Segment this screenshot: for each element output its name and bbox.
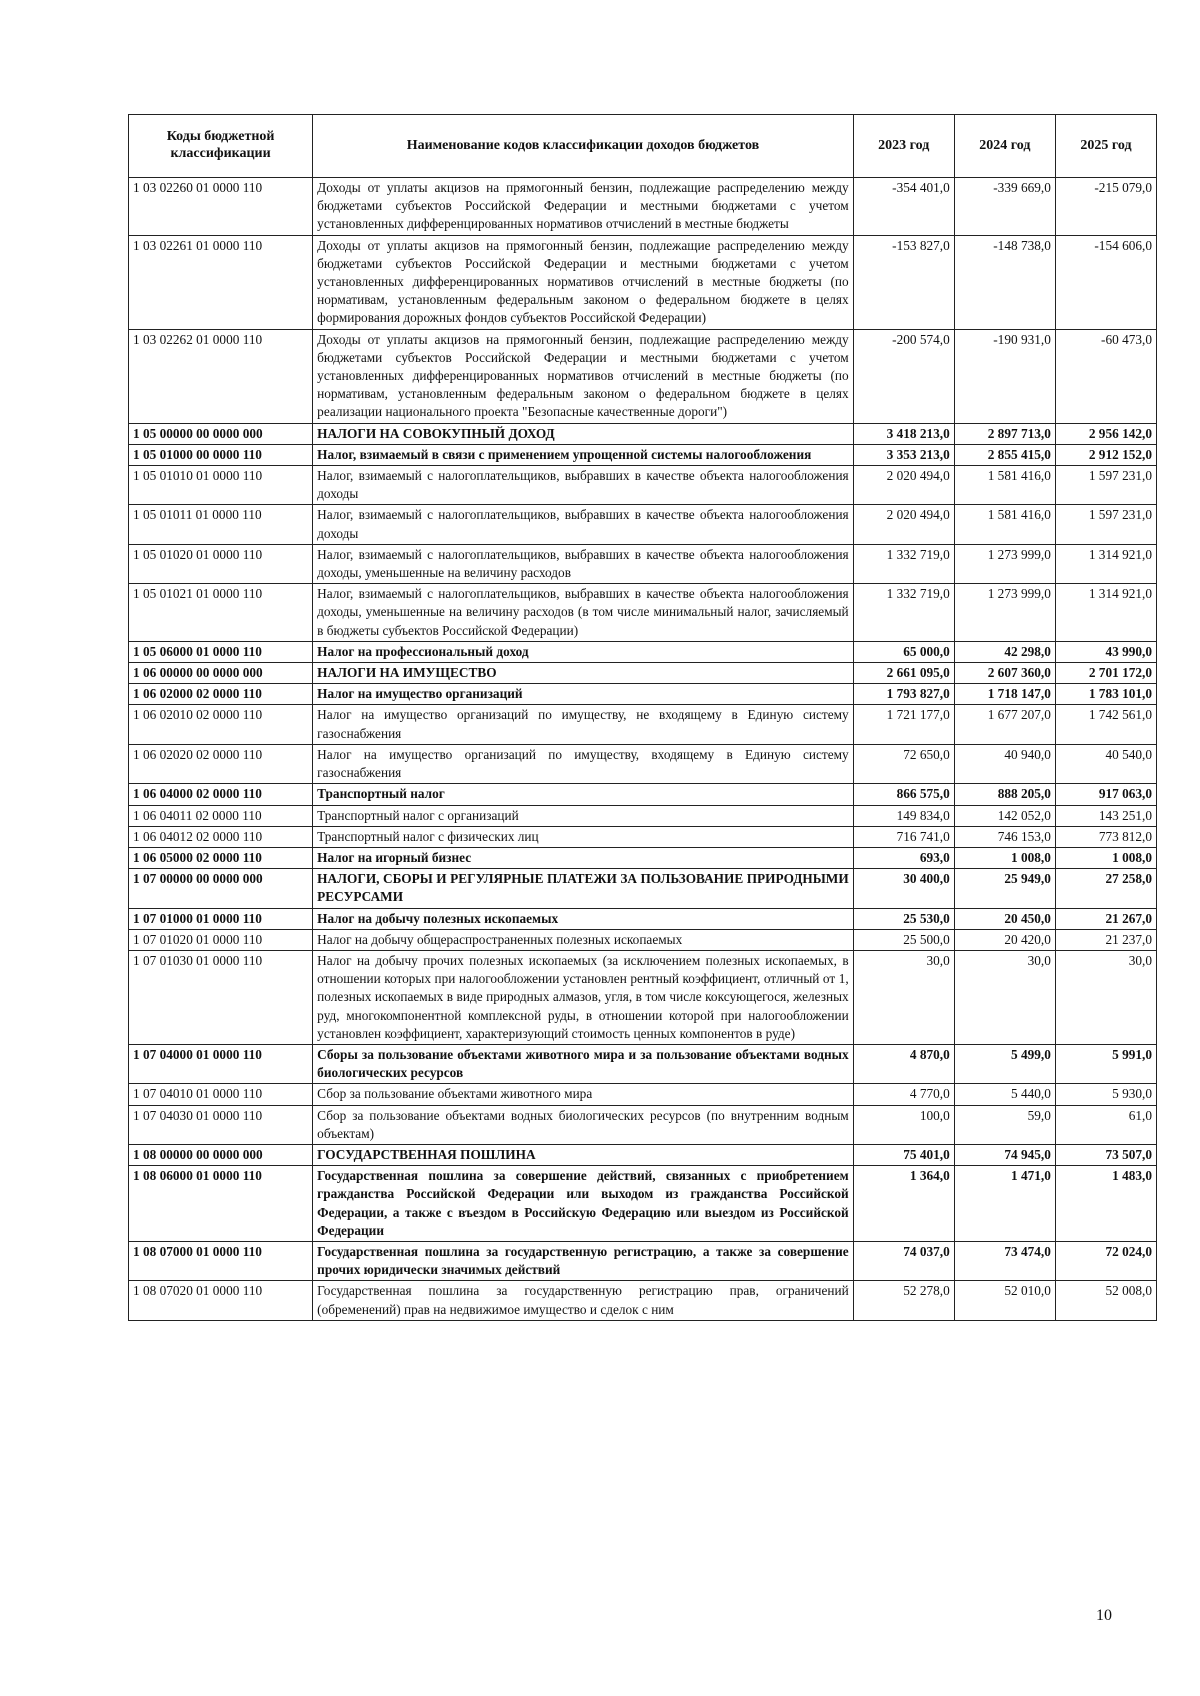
row-value-2023: 149 834,0 bbox=[853, 805, 954, 826]
row-value-2025: 1 314 921,0 bbox=[1055, 584, 1156, 642]
row-value-2023: 3 353 213,0 bbox=[853, 444, 954, 465]
header-2024: 2024 год bbox=[954, 115, 1055, 178]
row-value-2023: 4 870,0 bbox=[853, 1044, 954, 1083]
row-value-2024: 5 499,0 bbox=[954, 1044, 1055, 1083]
row-value-2025: 1 008,0 bbox=[1055, 847, 1156, 868]
row-value-2024: 1 718 147,0 bbox=[954, 684, 1055, 705]
row-name: Транспортный налог bbox=[313, 784, 854, 805]
row-value-2024: 40 940,0 bbox=[954, 744, 1055, 783]
row-value-2024: 1 273 999,0 bbox=[954, 544, 1055, 583]
table-row bbox=[129, 329, 1157, 423]
row-value-2024: 746 153,0 bbox=[954, 826, 1055, 847]
row-code: 1 06 02020 02 0000 110 bbox=[129, 744, 313, 783]
table-row bbox=[129, 235, 1157, 329]
row-value-2023: 1 332 719,0 bbox=[853, 544, 954, 583]
row-value-2025: 73 507,0 bbox=[1055, 1144, 1156, 1165]
table-row bbox=[129, 826, 1157, 847]
row-value-2025: 1 742 561,0 bbox=[1055, 705, 1156, 744]
row-value-2025: 773 812,0 bbox=[1055, 826, 1156, 847]
table-row bbox=[129, 805, 1157, 826]
row-value-2024: -339 669,0 bbox=[954, 178, 1055, 236]
row-value-2025: -154 606,0 bbox=[1055, 235, 1156, 329]
table-row bbox=[129, 444, 1157, 465]
header-2025: 2025 год bbox=[1055, 115, 1156, 178]
row-value-2025: 72 024,0 bbox=[1055, 1241, 1156, 1280]
row-value-2023: -354 401,0 bbox=[853, 178, 954, 236]
row-value-2025: 61,0 bbox=[1055, 1105, 1156, 1144]
row-value-2025: 1 597 231,0 bbox=[1055, 466, 1156, 505]
row-value-2025: 21 237,0 bbox=[1055, 929, 1156, 950]
row-value-2023: 716 741,0 bbox=[853, 826, 954, 847]
row-value-2023: 693,0 bbox=[853, 847, 954, 868]
row-name: Налог, взимаемый с налогоплательщиков, выбравших в качестве объекта налогообложения доходы, уменьшенные на величину расходов (в том числе минимальный налог, зачисляемый в бюджеты субъектов Российской Федерации) bbox=[313, 584, 854, 642]
row-name: Транспортный налог с организаций bbox=[313, 805, 854, 826]
header-code: Коды бюджетной классификации bbox=[129, 115, 313, 178]
row-value-2025: 5 930,0 bbox=[1055, 1084, 1156, 1105]
row-value-2025: 21 267,0 bbox=[1055, 908, 1156, 929]
table-row bbox=[129, 705, 1157, 744]
row-code: 1 08 07020 01 0000 110 bbox=[129, 1281, 313, 1320]
row-code: 1 07 01020 01 0000 110 bbox=[129, 929, 313, 950]
row-value-2024: 20 450,0 bbox=[954, 908, 1055, 929]
row-code: 1 06 04011 02 0000 110 bbox=[129, 805, 313, 826]
row-code: 1 06 05000 02 0000 110 bbox=[129, 847, 313, 868]
row-value-2024: 1 581 416,0 bbox=[954, 505, 1055, 544]
row-code: 1 07 04000 01 0000 110 bbox=[129, 1044, 313, 1083]
row-value-2024: 1 581 416,0 bbox=[954, 466, 1055, 505]
row-code: 1 06 04000 02 0000 110 bbox=[129, 784, 313, 805]
row-value-2023: 3 418 213,0 bbox=[853, 423, 954, 444]
row-name: НАЛОГИ, СБОРЫ И РЕГУЛЯРНЫЕ ПЛАТЕЖИ ЗА ПОЛЬЗОВАНИЕ ПРИРОДНЫМИ РЕСУРСАМИ bbox=[313, 869, 854, 908]
table-row bbox=[129, 505, 1157, 544]
row-name: Налог на имущество организаций по имуществу, не входящему в Единую систему газоснабжения bbox=[313, 705, 854, 744]
row-name: Государственная пошлина за государственную регистрацию прав, ограничений (обременений) прав на недвижимое имущество и сделок с ним bbox=[313, 1281, 854, 1320]
table-header-row bbox=[129, 115, 1157, 178]
row-value-2024: 20 420,0 bbox=[954, 929, 1055, 950]
row-code: 1 07 01030 01 0000 110 bbox=[129, 950, 313, 1044]
revenue-table bbox=[128, 114, 1157, 1321]
row-value-2024: 2 855 415,0 bbox=[954, 444, 1055, 465]
row-name: Налог на добычу прочих полезных ископаемых (за исключением полезных ископаемых, в отношении которых при налогообложении установлен рентный коэффициент, отличный от 1, полезных ископаемых в виде природных алмазов, угля, в том числе коксующегося, железных руд, многокомпонентной комплексной руды, в отношении которой при налогообложении установлен коэффициент, характеризующий стоимость ценных компонентов в руде) bbox=[313, 950, 854, 1044]
row-code: 1 07 04030 01 0000 110 bbox=[129, 1105, 313, 1144]
row-value-2023: 52 278,0 bbox=[853, 1281, 954, 1320]
row-name: Доходы от уплаты акцизов на прямогонный бензин, подлежащие распределению между бюджетами субъектов Российской Федерации и местными бюджетами с учетом установленных дифференцированных нормативов отчислений в местные бюджеты bbox=[313, 178, 854, 236]
row-value-2023: 65 000,0 bbox=[853, 641, 954, 662]
table-row bbox=[129, 1241, 1157, 1280]
row-name: Налог, взимаемый с налогоплательщиков, выбравших в качестве объекта налогообложения доходы bbox=[313, 466, 854, 505]
table-row bbox=[129, 1044, 1157, 1083]
row-name: Налог на добычу полезных ископаемых bbox=[313, 908, 854, 929]
row-code: 1 05 01021 01 0000 110 bbox=[129, 584, 313, 642]
row-code: 1 03 02260 01 0000 110 bbox=[129, 178, 313, 236]
row-code: 1 08 07000 01 0000 110 bbox=[129, 1241, 313, 1280]
table-body bbox=[129, 178, 1157, 1321]
table-row bbox=[129, 1105, 1157, 1144]
table-row bbox=[129, 869, 1157, 908]
row-name: Сбор за пользование объектами животного мира bbox=[313, 1084, 854, 1105]
row-value-2024: 30,0 bbox=[954, 950, 1055, 1044]
row-code: 1 07 01000 01 0000 110 bbox=[129, 908, 313, 929]
row-value-2023: 1 793 827,0 bbox=[853, 684, 954, 705]
row-name: Сборы за пользование объектами животного мира и за пользование объектами водных биологических ресурсов bbox=[313, 1044, 854, 1083]
row-name: Доходы от уплаты акцизов на прямогонный бензин, подлежащие распределению между бюджетами субъектов Российской Федерации и местными бюджетами с учетом установленных дифференцированных нормативов отчислений в местные бюджеты (по нормативам, установленным федеральным законом о федеральном бюджете в целях реализации национального проекта "Безопасные качественные дороги") bbox=[313, 329, 854, 423]
row-code: 1 08 00000 00 0000 000 bbox=[129, 1144, 313, 1165]
header-name: Наименование кодов классификации доходов бюджетов bbox=[313, 115, 854, 178]
row-value-2023: 2 020 494,0 bbox=[853, 505, 954, 544]
row-value-2025: 2 701 172,0 bbox=[1055, 663, 1156, 684]
table-row bbox=[129, 663, 1157, 684]
row-value-2024: 142 052,0 bbox=[954, 805, 1055, 826]
row-name: Налог на игорный бизнес bbox=[313, 847, 854, 868]
row-value-2025: 40 540,0 bbox=[1055, 744, 1156, 783]
table-row bbox=[129, 784, 1157, 805]
row-name: Государственная пошлина за совершение действий, связанных с приобретением гражданства Российской Федерации или выходом из гражданства Российской Федерации, а также с въездом в Российскую Федерацию или выездом из Российской Федерации bbox=[313, 1166, 854, 1242]
row-value-2025: -60 473,0 bbox=[1055, 329, 1156, 423]
row-value-2025: 43 990,0 bbox=[1055, 641, 1156, 662]
row-value-2024: 888 205,0 bbox=[954, 784, 1055, 805]
row-code: 1 03 02261 01 0000 110 bbox=[129, 235, 313, 329]
row-name: Налог на имущество организаций bbox=[313, 684, 854, 705]
row-value-2023: 30,0 bbox=[853, 950, 954, 1044]
row-value-2024: 1 008,0 bbox=[954, 847, 1055, 868]
row-value-2023: 100,0 bbox=[853, 1105, 954, 1144]
row-code: 1 05 01020 01 0000 110 bbox=[129, 544, 313, 583]
row-value-2025: 917 063,0 bbox=[1055, 784, 1156, 805]
row-value-2025: 27 258,0 bbox=[1055, 869, 1156, 908]
row-value-2024: 74 945,0 bbox=[954, 1144, 1055, 1165]
row-code: 1 05 01010 01 0000 110 bbox=[129, 466, 313, 505]
row-name: Транспортный налог с физических лиц bbox=[313, 826, 854, 847]
row-code: 1 06 04012 02 0000 110 bbox=[129, 826, 313, 847]
row-value-2025: 1 483,0 bbox=[1055, 1166, 1156, 1242]
row-value-2025: 143 251,0 bbox=[1055, 805, 1156, 826]
table-row bbox=[129, 1084, 1157, 1105]
row-value-2024: -148 738,0 bbox=[954, 235, 1055, 329]
row-name: Налог, взимаемый с налогоплательщиков, выбравших в качестве объекта налогообложения доходы, уменьшенные на величину расходов bbox=[313, 544, 854, 583]
row-name: НАЛОГИ НА ИМУЩЕСТВО bbox=[313, 663, 854, 684]
row-name: Государственная пошлина за государственную регистрацию, а также за совершение прочих юридически значимых действий bbox=[313, 1241, 854, 1280]
row-value-2023: 1 364,0 bbox=[853, 1166, 954, 1242]
row-value-2023: 25 500,0 bbox=[853, 929, 954, 950]
row-value-2023: 2 020 494,0 bbox=[853, 466, 954, 505]
row-name: Налог, взимаемый с налогоплательщиков, выбравших в качестве объекта налогообложения доходы bbox=[313, 505, 854, 544]
table-row bbox=[129, 1166, 1157, 1242]
row-name: Налог на добычу общераспространенных полезных ископаемых bbox=[313, 929, 854, 950]
row-code: 1 06 02010 02 0000 110 bbox=[129, 705, 313, 744]
row-value-2023: 74 037,0 bbox=[853, 1241, 954, 1280]
row-value-2025: -215 079,0 bbox=[1055, 178, 1156, 236]
table-row bbox=[129, 641, 1157, 662]
table-row bbox=[129, 1281, 1157, 1320]
row-code: 1 08 06000 01 0000 110 bbox=[129, 1166, 313, 1242]
row-value-2025: 30,0 bbox=[1055, 950, 1156, 1044]
row-value-2024: 52 010,0 bbox=[954, 1281, 1055, 1320]
row-value-2023: -200 574,0 bbox=[853, 329, 954, 423]
row-value-2023: 866 575,0 bbox=[853, 784, 954, 805]
row-code: 1 06 00000 00 0000 000 bbox=[129, 663, 313, 684]
row-value-2025: 1 314 921,0 bbox=[1055, 544, 1156, 583]
row-code: 1 05 00000 00 0000 000 bbox=[129, 423, 313, 444]
row-value-2023: 1 332 719,0 bbox=[853, 584, 954, 642]
row-code: 1 05 06000 01 0000 110 bbox=[129, 641, 313, 662]
page-number: 10 bbox=[1096, 1607, 1112, 1624]
row-name: Налог, взимаемый в связи с применением упрощенной системы налогообложения bbox=[313, 444, 854, 465]
row-value-2023: 75 401,0 bbox=[853, 1144, 954, 1165]
table-row bbox=[129, 950, 1157, 1044]
table-row bbox=[129, 908, 1157, 929]
row-value-2024: 1 273 999,0 bbox=[954, 584, 1055, 642]
row-value-2025: 1 597 231,0 bbox=[1055, 505, 1156, 544]
row-name: НАЛОГИ НА СОВОКУПНЫЙ ДОХОД bbox=[313, 423, 854, 444]
row-value-2023: 1 721 177,0 bbox=[853, 705, 954, 744]
row-code: 1 06 02000 02 0000 110 bbox=[129, 684, 313, 705]
row-name: Налог на профессиональный доход bbox=[313, 641, 854, 662]
row-value-2023: 25 530,0 bbox=[853, 908, 954, 929]
table-row bbox=[129, 929, 1157, 950]
row-value-2023: 2 661 095,0 bbox=[853, 663, 954, 684]
row-code: 1 07 00000 00 0000 000 bbox=[129, 869, 313, 908]
table-row bbox=[129, 584, 1157, 642]
row-value-2023: 72 650,0 bbox=[853, 744, 954, 783]
row-value-2025: 52 008,0 bbox=[1055, 1281, 1156, 1320]
row-value-2024: 73 474,0 bbox=[954, 1241, 1055, 1280]
row-value-2025: 1 783 101,0 bbox=[1055, 684, 1156, 705]
table-row bbox=[129, 684, 1157, 705]
row-value-2025: 2 956 142,0 bbox=[1055, 423, 1156, 444]
row-value-2024: 2 607 360,0 bbox=[954, 663, 1055, 684]
row-code: 1 07 04010 01 0000 110 bbox=[129, 1084, 313, 1105]
row-value-2024: 59,0 bbox=[954, 1105, 1055, 1144]
table-row bbox=[129, 847, 1157, 868]
row-value-2024: 2 897 713,0 bbox=[954, 423, 1055, 444]
row-value-2024: 25 949,0 bbox=[954, 869, 1055, 908]
row-code: 1 05 01011 01 0000 110 bbox=[129, 505, 313, 544]
row-value-2024: 5 440,0 bbox=[954, 1084, 1055, 1105]
row-name: Доходы от уплаты акцизов на прямогонный бензин, подлежащие распределению между бюджетами субъектов Российской Федерации и местными бюджетами с учетом установленных дифференцированных нормативов отчислений в местные бюджеты (по нормативам, установленным федеральным законом о федеральном бюджете в целях формирования дорожных фондов субъектов Российской Федерации) bbox=[313, 235, 854, 329]
table-row bbox=[129, 1144, 1157, 1165]
table-row bbox=[129, 423, 1157, 444]
table-row bbox=[129, 744, 1157, 783]
row-value-2025: 5 991,0 bbox=[1055, 1044, 1156, 1083]
row-value-2024: 42 298,0 bbox=[954, 641, 1055, 662]
header-2023: 2023 год bbox=[853, 115, 954, 178]
row-name: Налог на имущество организаций по имуществу, входящему в Единую систему газоснабжения bbox=[313, 744, 854, 783]
row-name: Сбор за пользование объектами водных биологических ресурсов (по внутренним водным объектам) bbox=[313, 1105, 854, 1144]
row-name: ГОСУДАРСТВЕННАЯ ПОШЛИНА bbox=[313, 1144, 854, 1165]
row-value-2024: 1 471,0 bbox=[954, 1166, 1055, 1242]
row-value-2025: 2 912 152,0 bbox=[1055, 444, 1156, 465]
row-code: 1 05 01000 00 0000 110 bbox=[129, 444, 313, 465]
table-row bbox=[129, 178, 1157, 236]
row-code: 1 03 02262 01 0000 110 bbox=[129, 329, 313, 423]
row-value-2023: 4 770,0 bbox=[853, 1084, 954, 1105]
table-row bbox=[129, 466, 1157, 505]
table-row bbox=[129, 544, 1157, 583]
row-value-2023: -153 827,0 bbox=[853, 235, 954, 329]
row-value-2023: 30 400,0 bbox=[853, 869, 954, 908]
row-value-2024: 1 677 207,0 bbox=[954, 705, 1055, 744]
row-value-2024: -190 931,0 bbox=[954, 329, 1055, 423]
